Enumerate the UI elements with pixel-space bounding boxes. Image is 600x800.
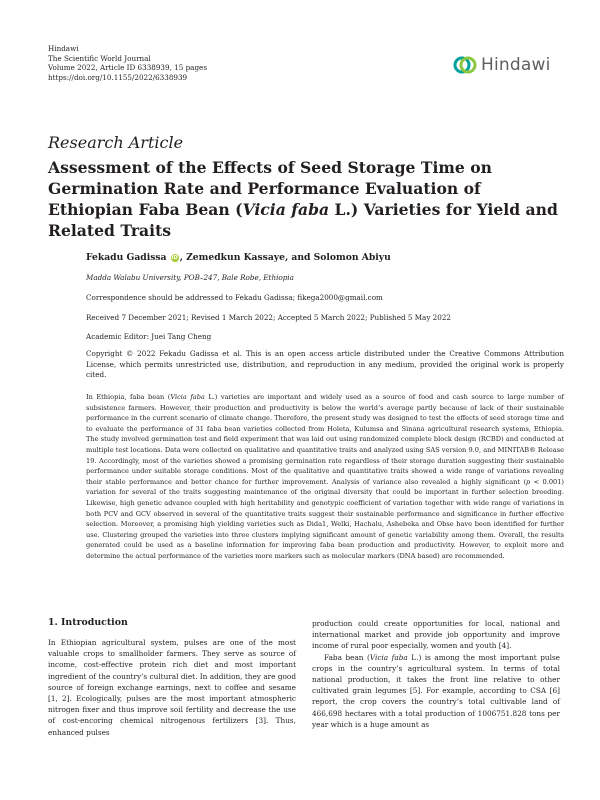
affiliation: Madda Walabu University, POB–247, Bale Robe, Ethiopia xyxy=(86,273,294,282)
coauthor-names: , Zemedkun Kassaye, and Solomon Abiyu xyxy=(179,252,391,263)
logo-wordmark: Hindawi xyxy=(481,55,551,75)
hindawi-logo-icon xyxy=(452,52,478,78)
academic-editor: Academic Editor: Juei Tang Cheng xyxy=(86,332,212,341)
volume-info: Volume 2022, Article ID 6338939, 15 pages xyxy=(48,63,208,73)
author-list xyxy=(86,252,391,263)
author-name[interactable]: Fekadu Gadissa xyxy=(86,252,167,263)
intro-paragraph-faba: Faba bean (Vicia faba L.) is among the most important pulse crops in the country’s agricultural system. In terms of total national production, it takes the front line relative to other cultivated grain legumes [5]. For example, according to CSA [6] report, the crop covers the country’s total cultivable land of 466,698 hectares with a total production of 1006751.828 tons per year which is a huge amount as xyxy=(312,652,561,729)
journal-header xyxy=(48,44,207,82)
article-title: Assessment of the Effects of Seed Storage Time on Germination Rate and Performance Evaluation of Ethiopian Faba Bean (Vicia faba L.) Varieties for Yield and Related Traits xyxy=(48,158,558,240)
correspondence: Correspondence should be addressed to Fekadu Gadissa; fikega2000@gmail.com xyxy=(86,293,383,302)
intro-column-right xyxy=(312,618,560,730)
journal-name: The Scientific World Journal xyxy=(48,53,151,63)
abstract: In Ethiopia, faba bean (Vicia faba L.) varieties are important and widely used as a source of food and cash source to large number of subsistence farmers. However, their production and productivity is below the world’s average partly because of lack of their sustainable performance in the current scenario of climate change. Therefore, the present study was designed to test the effects of seed storage time and to evaluate the performance of 31 faba bean varieties collected from Holeta, Kulumsa and Sinana agricultural research systems, Ethiopia. The study involved germination test and field experiment that was laid out using randomized complete block design (RCBD) and conducted at multiple test locations. Data were collected on qualitative and quantitative traits and analyzed using SAS version 9.0, and MINITAB® Release 19. Accordingly, most of the varieties showed a promising germination rate regardless of their storage duration suggesting their sustainable performance under suitable storage conditions. Most of the qualitative and quantitative traits showed a wide range of variations revealing their stable performance and better chance for further improvement. Analysis of variance also revealed a highly significant (p < 0.001) variation for several of the traits suggesting maintenance of the original diversity that could be important in further selection breeding. Likewise, high genetic advance coupled with high heritability and genotypic coefficient of variation together with wide range of variations in both PCV and GCV observed in several of the quantitative traits suggest their sustainable performance and significance in further effective selection. Moreover, a promising high yielding varieties such as Dida1, Welki, Hachalu, Ashebeka and Obse have been identified for further use. Clustering grouped the varieties into three clusters implying significant amount of genetic variability among them. Overall, the results generated could be used as a baseline information for improving faba bean production and productivity. However, to exploit more and determine the actual performance of the varieties more markers such as molecular markers (DNA based) are recommended. xyxy=(86,393,564,560)
hindawi-logo xyxy=(452,50,562,80)
intro-paragraph: In Ethiopian agricultural system, pulses are one of the most valuable crops to smallholder farmers. They serve as source of income, cost-effective protein rich diet and most important ingredient of the country’s cultural diet. In addition, they are good source of foreign exchange earnings, next to coffee and sesame [1, 2]. Ecologically, pulses are the most important atmospheric nitrogen fixer and thus improve soil fertility and decrease the use of cost-encoring chemical nitrogenous fertilizers [3]. Thus, enhanced pulses xyxy=(48,638,296,737)
publication-dates: Received 7 December 2021; Revised 1 March 2022; Accepted 5 March 2022; Published 5 May 2022 xyxy=(86,313,451,322)
intro-paragraph-continued: production could create opportunities for local, national and international market and provide job opportunity and improve income of rural poor especially, women and youth [4]. xyxy=(312,619,560,651)
article-type: Research Article xyxy=(48,133,184,152)
intro-column-left xyxy=(48,637,296,738)
doi-link[interactable]: https://doi.org/10.1155/2022/6338939 xyxy=(48,72,188,82)
orcid-icon[interactable]: iD xyxy=(171,255,178,261)
publisher-name: Hindawi xyxy=(48,44,79,53)
copyright-notice: Copyright © 2022 Fekadu Gadissa et al. This is an open access article distributed under the Creative Commons Attribution License, which permits unrestricted use, distribution, and reproduction in any medium, provided the original work is properly cited. xyxy=(86,349,564,379)
section-heading: 1. Introduction xyxy=(48,617,128,628)
